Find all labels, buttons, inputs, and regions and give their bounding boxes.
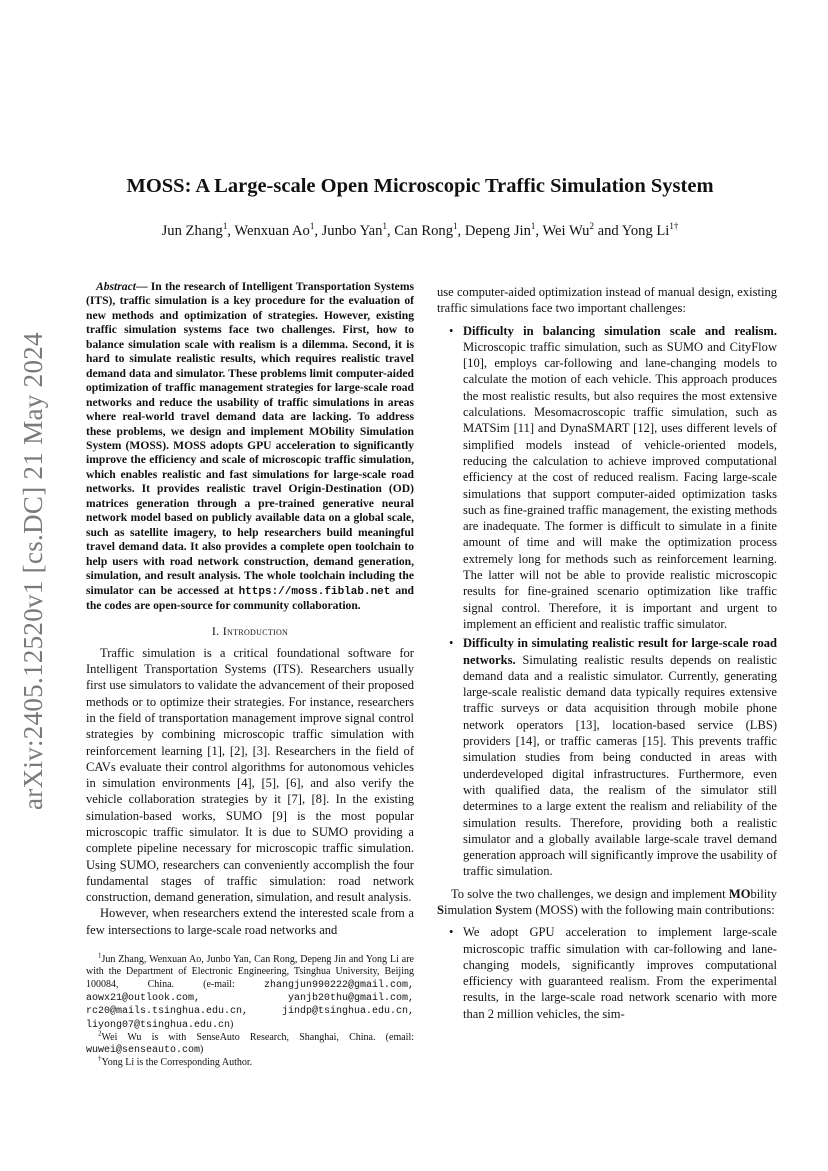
footnotes	[86, 951, 414, 1070]
author-list: Jun Zhang$^1$, Wenxuan Ao$^1$, Junbo Yan$^1$, Can Rong$^1$, Depeng Jin$^1$, Wei Wu$^2$ and Yong $Li^{1\dagger}$	[161, 221, 679, 239]
left-column	[86, 280, 414, 1070]
author-name: Wei Wu	[542, 223, 590, 239]
author-affiliation-marker: 2	[589, 221, 594, 232]
challenges-list	[437, 323, 777, 880]
intro-paragraph-2: However, when researchers extend the interested scale from a few intersections to large-scale road networks and	[86, 906, 414, 937]
author-email-wu: wuwei@senseauto.com	[86, 1045, 201, 1057]
abstract: Abstract— In the research of Intelligent Transportation Systems (ITS), traffic simulation is a key procedure for the evaluation of new methods and optimization of strategies. However, existing traffic simulation systems face two challenges. First, how to balance simulation scale with realism is a dilemma. Second, it is hard to simulate realistic results, which requires realistic travel demand data and simulator. These problems limit computer-aided optimization of traffic management strategies for large-scale road networks and reduce the usability of traffic simulations in areas where real-world travel demand data are lacking. To address these problems, we design and implement MObility Simulation System (MOSS). MOSS adopts GPU acceleration to significantly improve the efficiency and scale of microscopic traffic simulation, which enables realistic and fast simulations for large-scale road networks. It provides realistic travel Origin-Destination (OD) matrices generation through a pre-trained generative neural network model based on publicly available data on a global scale, such as satellite imagery, to help researchers build meaningful travel demand data. It also provides a complete open toolchain to help users with road network construction, demand generation, simulation, and result analysis. The whole toolchain including the simulator can be accessed at https://moss.fiblab.net and the codes are open-source for community collaboration.	[86, 280, 415, 612]
list-item: • Difficulty in simulating realistic result for large-scale road networks. Simulating realistic results depends on realistic demand data and a realistic simulator. Currently, generating large-scale realistic demand data typically requires extensive traffic surveys or data acquisition through mobile phone network operators [13], location-based service (LBS) providers [14], or traffic cameras [15]. This prevents traffic simulation studies from being conducted in areas with underdeveloped digital infrastructures. Furthermore, even with qualified data, the realism of the simulator still determines to a large extent the realism and reliability of the simulation results. Therefore, providing both a realistic simulator and a globally available large-scale travel demand generation approach will significantly improve the usability of traffic simulation.	[437, 635, 777, 879]
intro-paragraph-1: Traffic simulation is a critical foundational software for Intelligent Transportation Systems (ITS). Researchers usually first use simulators to validate the advancement of their proposed methods or to optimize their strategies. For instance, researchers in the field of transportation management improve signal control strategies by combining microscopic traffic simulation with reinforcement learning [1], [2], [3]. Researchers in the field of CAVs evaluate their control algorithms for autonomous vehicles in simulation environments [4], [5], [6], and also verify the vehicle collaboration strategies by it [7], [8]. In the existing simulation-based works, SUMO [9] is the most popular microscopic traffic simulator. It is due to SUMO providing a complete pipeline necessary for microscopic traffic simulation. Using SUMO, researchers can conveniently accomplish the four fundamental stages of traffic simulation: road network construction, demand generation, simulation, and result analysis.	[86, 645, 414, 905]
list-item: • Difficulty in balancing simulation scale and realism. Microscopic traffic simulation, such as SUMO and CityFlow [10], employs car-following and lane-changing models to calculate the motion of each vehicle. This approach produces the most realistic results, but also requires the most extensive calculations. Mesomacroscopic traffic simulation, such as MATSim [11] and DynaSMART [12], uses different levels of simplified models instead of vehicle-oriented models, reducing the calculation to achieve improved computational efficiency at the cost of reduced realism. Facing large-scale simulations that support computer-aided optimization tasks such as fine-grained traffic management, the existing methods are inadequate. The former is difficult to simulate in a finite amount of time and will make the optimization process extremely long for methods such as reinforcement learning. The latter will not be able to provide realistic microscopic results for fine-grained scenario optimization like traffic signal control. Therefore, it is important and urgent to implement an efficient and realistic traffic simulator.	[437, 323, 777, 633]
footnote-affiliation-1: $^1$Jun Zhang, Wenxuan Ao, Junbo Yan, Can Rong, Depeng Jin and Yong Li are with the Department of Electronic Engineering, Tsinghua University, Beijing 100084, China. (e-mail: zhangjun990222@gmail.com, aowx21@outlook.com, yanjb20thu@gmail.com, rc20@mails.tsinghua.edu.cn, jindp@tsinghua.edu.cn, liyong07@tsinghua.edu.cn)	[86, 951, 414, 1031]
author-emails: zhangjun990222@gmail.com, aowx21@outlook.com, yanjb20thu@gmail.com, rc20@mails.tsinghua.edu.cn, jindp@tsinghua.edu.cn, liyong07@tsinghua.edu.cn	[86, 979, 414, 1031]
paper-title: MOSS: A Large-scale Open Microscopic Traffic Simulation System	[126, 175, 714, 197]
abstract-text: In the research of Intelligent Transportation Systems (ITS), traffic simulation is a key procedure for the evaluation of new methods and optimization of strategies. However, existing traffic simulation systems face two challenges. First, how to balance simulation scale with realism is a dilemma. Second, it is hard to simulate realistic results, which requires realistic travel demand data and simulator. These problems limit computer-aided optimization of traffic management strategies for large-scale road networks and reduce the usability of traffic simulations in areas where real-world travel demand data are lacking. To address these problems, we design and implement MObility Simulation System (MOSS). MOSS adopts GPU acceleration to significantly improve the efficiency and scale of microscopic traffic simulation, which enables realistic and fast simulations for large-scale road networks. It provides realistic travel Origin-Destination (OD) matrices generation through a pre-trained generative neural network model based on publicly available data on a global scale, such as satellite imagery, to help researchers build meaningful travel demand data. It also provides a complete open toolchain to help users with road network construction, demand generation, simulation, and result analysis. The whole toolchain including the simulator can be accessed at	[86, 280, 414, 597]
author-name: Junbo Yan	[321, 223, 383, 239]
author-name: Wenxuan Ao	[234, 223, 310, 239]
challenges-intro-paragraph: use computer-aided optimization instead of manual design, existing traffic simulations face two important challenges:	[437, 285, 777, 316]
author-name: Depeng Jin	[464, 223, 531, 239]
author-affiliation-marker: 1	[530, 221, 536, 232]
author-name: Can Rong	[394, 223, 454, 239]
list-item: • We adopt GPU acceleration to implement large-scale microscopic traffic simulation with car-following and lane-changing models, significantly improves computational efficiency with guaranteed realism. From the experimental results, in the large-scale road network scenario with more than 2 million vehicles, the sim-	[437, 924, 777, 1022]
project-url-link[interactable]: https://moss.fiblab.net	[238, 585, 391, 598]
contributions-intro-paragraph: To solve the two challenges, we design and implement MObility Simulation System (MOSS) with the following main contributions:	[437, 886, 777, 917]
footnote-corresponding-author: †Yong Li is the Corresponding Author.	[98, 1055, 253, 1069]
contributions-list	[437, 924, 777, 1022]
author-affiliation-marker: 1	[222, 221, 228, 232]
arxiv-identifier-stamp: arXiv:2405.12520v1 [cs.DC] 21 May 2024	[18, 332, 48, 810]
author-name: Yong Li	[621, 223, 670, 239]
author-affiliation-marker: 1	[309, 221, 315, 232]
author-name: Jun Zhang	[161, 223, 223, 239]
author-affiliation-marker: 1	[453, 221, 458, 232]
author-affiliation-marker: 1†	[669, 221, 679, 232]
right-column	[437, 284, 777, 1028]
footnote-affiliation-2: $^2$Wei Wu is with SenseAuto Research, Shanghai, China. (email: wuwei@senseauto.com)	[86, 1029, 414, 1057]
section-heading-introduction: I. Introduction	[211, 624, 289, 639]
abstract-label: Abstract	[96, 280, 136, 293]
author-affiliation-marker: 1	[382, 221, 387, 232]
